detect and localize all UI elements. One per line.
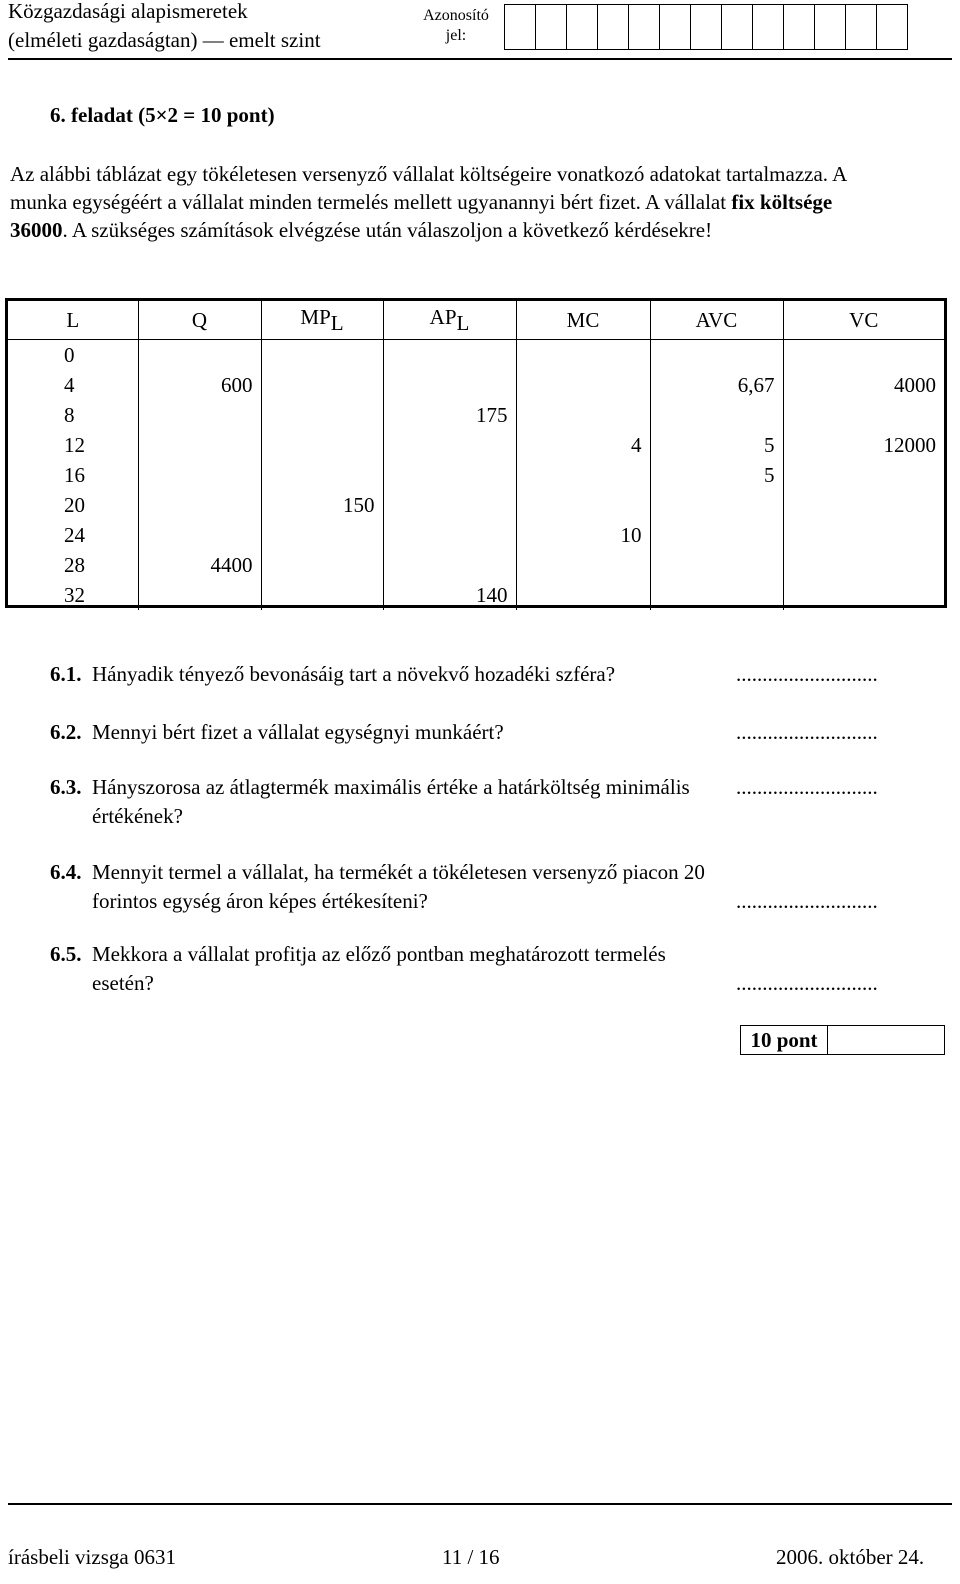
- col-header: Q: [138, 301, 261, 340]
- answer-blank[interactable]: ...........................: [736, 971, 878, 995]
- id-code-boxes: [505, 4, 908, 50]
- table-cell: 4: [516, 430, 650, 460]
- question-number: 6.5.: [50, 942, 82, 966]
- table-cell: 4: [64, 373, 75, 397]
- header-level: (elméleti gazdaságtan) — emelt szint: [8, 28, 321, 52]
- id-label-line2: jel:: [445, 27, 467, 44]
- table-cell: 0: [64, 343, 75, 367]
- question-number: 6.3.: [50, 775, 82, 799]
- footer-exam: írásbeli vizsga 0631: [8, 1545, 176, 1569]
- table-row: [8, 580, 944, 610]
- table-row: [8, 340, 944, 371]
- table-header-row: [8, 301, 944, 340]
- id-box[interactable]: [845, 4, 877, 50]
- cost-table: [5, 298, 947, 608]
- table-cell: [138, 340, 261, 371]
- table-row: [8, 490, 944, 520]
- table-cell: [261, 340, 383, 371]
- id-box[interactable]: [876, 4, 908, 50]
- table-cell: [650, 400, 783, 430]
- table-cell: [383, 430, 516, 460]
- table-row: [8, 430, 944, 460]
- score-label: 10 pont: [741, 1026, 828, 1054]
- question-number: 6.1.: [50, 662, 82, 686]
- table-row: [8, 400, 944, 430]
- question-text: Hányadik tényező bevonásáig tart a növekvő hozadéki szféra?: [92, 662, 616, 686]
- col-header: $AP_L$: [383, 301, 516, 340]
- table-cell: 5: [650, 430, 783, 460]
- table-cell: [138, 460, 261, 490]
- table-cell: [783, 340, 944, 371]
- table-cell: 140: [383, 580, 516, 610]
- answer-blank[interactable]: ...........................: [736, 720, 878, 744]
- table-row: [8, 370, 944, 400]
- table-cell: 4400: [138, 550, 261, 580]
- answer-blank[interactable]: ...........................: [736, 662, 878, 686]
- table-cell: 4000: [783, 370, 944, 400]
- table-cell: 12000: [783, 430, 944, 460]
- table-cell: [261, 460, 383, 490]
- table-cell: 20: [64, 493, 85, 517]
- table-cell: [783, 520, 944, 550]
- table-cell: [138, 400, 261, 430]
- question-text: Mennyi bért fizet a vállalat egységnyi munkáért?: [92, 720, 504, 744]
- table-cell: [650, 520, 783, 550]
- id-label: [420, 6, 492, 46]
- col-header: MC: [516, 301, 650, 340]
- table-cell: [516, 400, 650, 430]
- table-cell: [261, 400, 383, 430]
- id-box[interactable]: [504, 4, 536, 50]
- intro-bold: fix költsége 36000: [10, 190, 833, 242]
- table-cell: [650, 580, 783, 610]
- task-intro: [10, 160, 890, 244]
- id-box[interactable]: [566, 4, 598, 50]
- table-cell: [650, 340, 783, 371]
- footer-rule: [8, 1503, 952, 1505]
- table-cell: 32: [64, 583, 85, 607]
- table-cell: [516, 460, 650, 490]
- footer-date: 2006. október 24.: [776, 1545, 925, 1569]
- table-cell: [261, 550, 383, 580]
- table-cell: [383, 520, 516, 550]
- table-cell: [138, 520, 261, 550]
- table-cell: 28: [64, 553, 85, 577]
- id-box[interactable]: [752, 4, 784, 50]
- intro-text-1: Az alábbi táblázat egy tökéletesen versenyző vállalat költségeire vonatkozó adatokat tartalmazza. A munka egységéért a vállalat minden termelés mellett ugyanannyi bért fizet. A vállalat: [10, 162, 847, 214]
- table-cell: [261, 370, 383, 400]
- table-cell: 600: [138, 370, 261, 400]
- table-cell: [383, 490, 516, 520]
- table-cell: [516, 370, 650, 400]
- id-box[interactable]: [628, 4, 660, 50]
- question-text: Mekkora a vállalat profitja az előző pontban meghatározott termelés esetén?: [92, 942, 666, 995]
- id-box[interactable]: [721, 4, 753, 50]
- question-number: 6.2.: [50, 720, 82, 744]
- table-row: [8, 520, 944, 550]
- header-subject: Közgazdasági alapismeretek: [8, 0, 248, 23]
- table-cell: [516, 580, 650, 610]
- task-title: 6. feladat (5×2 = 10 pont): [50, 103, 275, 127]
- question-text: Mennyit termel a vállalat, ha termékét a tökéletesen versenyző piacon 20 forintos egység áron képes értékesíteni?: [92, 860, 705, 913]
- id-box[interactable]: [659, 4, 691, 50]
- id-box[interactable]: [597, 4, 629, 50]
- table-cell: 6,67: [650, 370, 783, 400]
- table-row: [8, 460, 944, 490]
- col-header: L: [8, 301, 138, 340]
- intro-text-2: . A szükséges számítások elvégzése után válaszoljon a következő kérdésekre!: [62, 218, 713, 242]
- table-cell: [650, 490, 783, 520]
- id-box[interactable]: [535, 4, 567, 50]
- table-cell: 12: [64, 433, 85, 457]
- table-cell: [783, 580, 944, 610]
- score-box: [740, 1025, 945, 1055]
- table-cell: [516, 340, 650, 371]
- table-cell: [650, 550, 783, 580]
- header-rule: [8, 58, 952, 60]
- col-header: VC: [783, 301, 944, 340]
- table-cell: [783, 400, 944, 430]
- table-cell: 8: [64, 403, 75, 427]
- table-cell: [783, 550, 944, 580]
- id-box[interactable]: [783, 4, 815, 50]
- table-cell: [261, 430, 383, 460]
- table-row: [8, 550, 944, 580]
- table-cell: 24: [64, 523, 85, 547]
- table-cell: 175: [383, 400, 516, 430]
- score-field[interactable]: [828, 1026, 944, 1054]
- id-box[interactable]: [690, 4, 722, 50]
- table-cell: 16: [64, 463, 85, 487]
- table-cell: [138, 430, 261, 460]
- table-cell: [383, 460, 516, 490]
- footer-page: 11 / 16: [442, 1545, 500, 1569]
- table-cell: [138, 490, 261, 520]
- col-header: AVC: [650, 301, 783, 340]
- table-cell: [261, 520, 383, 550]
- table-cell: 10: [516, 520, 650, 550]
- answer-blank[interactable]: ...........................: [736, 775, 878, 799]
- col-header: $MP_L$: [261, 301, 383, 340]
- table-cell: [383, 370, 516, 400]
- table-cell: [138, 580, 261, 610]
- id-box[interactable]: [814, 4, 846, 50]
- table-cell: 5: [650, 460, 783, 490]
- table-cell: [783, 460, 944, 490]
- answer-blank[interactable]: ...........................: [736, 889, 878, 913]
- table-cell: 150: [261, 490, 383, 520]
- question-text: Hányszorosa az átlagtermék maximális értéke a határköltség minimális értékének?: [92, 775, 690, 828]
- table-cell: [383, 550, 516, 580]
- table-cell: [516, 490, 650, 520]
- table-cell: [261, 580, 383, 610]
- table-cell: [783, 490, 944, 520]
- question-number: 6.4.: [50, 860, 82, 884]
- table-cell: [516, 550, 650, 580]
- table-cell: [383, 340, 516, 371]
- id-label-line1: Azonosító: [423, 7, 489, 24]
